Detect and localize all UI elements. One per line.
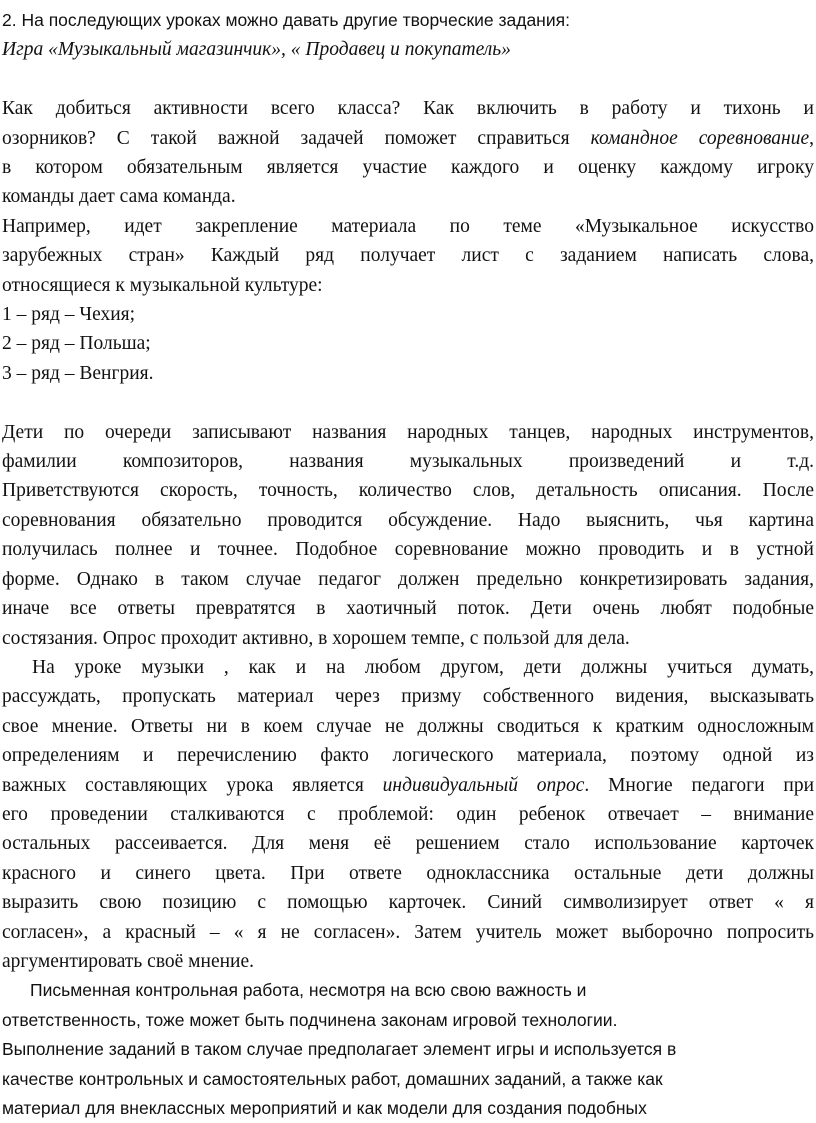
- text-line: состязания. Опрос проходит активно, в хорошем темпе, с пользой для дела.: [2, 627, 630, 649]
- text-line: Приветствуются скорость, точность, количество слов, детальность описания. После: [2, 480, 814, 502]
- text-line: красного и синего цвета. При ответе одноклассника остальные дети должны: [2, 862, 814, 884]
- list-item: 3 – ряд – Венгрия.: [2, 362, 154, 384]
- blank-line: [2, 388, 814, 417]
- text-line: аргументировать своё мнение.: [2, 950, 255, 972]
- text-line: важных составляющих урока является индивидуальный опрос. Многие педагоги при: [2, 774, 814, 796]
- text-line: иначе все ответы превратятся в хаотичный поток. Дети очень любят подобные: [2, 598, 814, 620]
- rows-list: [2, 300, 814, 388]
- paragraph-children-write: [2, 418, 814, 653]
- text-line: команды дает сама команда.: [2, 186, 236, 208]
- paragraph-team-competition: [2, 94, 814, 212]
- emphasis-individual-survey: индивидуальный опрос: [382, 774, 585, 796]
- game-title-line: Игра «Музыкальный магазинчик», « Продавец и покупатель»: [2, 39, 511, 61]
- text-line: определениям и перечислению факто логического материала, поэтому одной из: [2, 745, 814, 767]
- text-line: Выполнение заданий в таком случае предполагает элемент игры и используется в: [2, 1039, 677, 1060]
- paragraph-written-test: [2, 976, 814, 1123]
- text-line: На уроке музыки , как и на любом другом, дети должны учиться думать,: [32, 656, 814, 678]
- text-line: качестве контрольных и самостоятельных работ, домашних заданий, а также как: [2, 1068, 663, 1089]
- list-item: 1 – ряд – Чехия;: [2, 304, 136, 326]
- text-line: относящиеся к музыкальной культуре:: [2, 274, 323, 296]
- blank-line: [2, 65, 814, 94]
- text-line: Письменная контрольная работа, несмотря на всю свою важность и: [30, 980, 587, 1001]
- text-line: выразить свою позицию с помощью карточек. Синий символизирует ответ « я: [2, 892, 814, 914]
- text-line: свое мнение. Ответы ни в коем случае не должны сводиться к кратким односложным: [2, 715, 814, 737]
- text-line: форме. Однако в таком случае педагог должен предельно конкретизировать задания,: [2, 568, 814, 590]
- text-line: остальных рассеивается. Для меня её решением стало использование карточек: [2, 833, 814, 855]
- heading-line: 2. На последующих уроках можно давать другие творческие задания:: [2, 10, 570, 30]
- text-line: материал для внеклассных мероприятий и как модели для создания подобных: [2, 1098, 647, 1118]
- text-line: озорников? С такой важной задачей поможет справиться командное соревнование,: [2, 127, 814, 149]
- text-line: соревнования обязательно проводится обсуждение. Надо выяснить, чья картина: [2, 509, 814, 531]
- paragraph-individual-survey: [2, 653, 814, 976]
- emphasis-team-competition: командное соревнование: [590, 127, 810, 149]
- text-line: рассуждать, пропускать материал через призму собственного видения, высказывать: [2, 686, 814, 708]
- text-line: фамилии композиторов, названия музыкальных произведений и т.д.: [2, 451, 814, 473]
- text-line: в котором обязательным является участие каждого и оценку каждому игроку: [2, 157, 814, 179]
- list-item: 2 – ряд – Польша;: [2, 333, 151, 355]
- text-line: ответственность, тоже может быть подчинена законам игровой технологии.: [2, 1009, 618, 1030]
- text-line: получилась полнее и точнее. Подобное соревнование можно проводить и в устной: [2, 539, 814, 561]
- text-line: Как добиться активности всего класса? Как включить в работу и тихонь и: [2, 98, 814, 120]
- text-line: его проведении сталкиваются с проблемой: один ребенок отвечает – внимание: [2, 803, 814, 825]
- text-line: согласен», а красный – « я не согласен». Затем учитель может выборочно попросить: [2, 921, 814, 943]
- text-line: Например, идет закрепление материала по теме «Музыкальное искусство: [2, 215, 814, 237]
- paragraph-example: [2, 212, 814, 300]
- text-line: зарубежных стран» Каждый ряд получает лист с заданием написать слова,: [2, 245, 814, 267]
- text-line: Дети по очереди записывают названия народных танцев, народных инструментов,: [2, 421, 814, 443]
